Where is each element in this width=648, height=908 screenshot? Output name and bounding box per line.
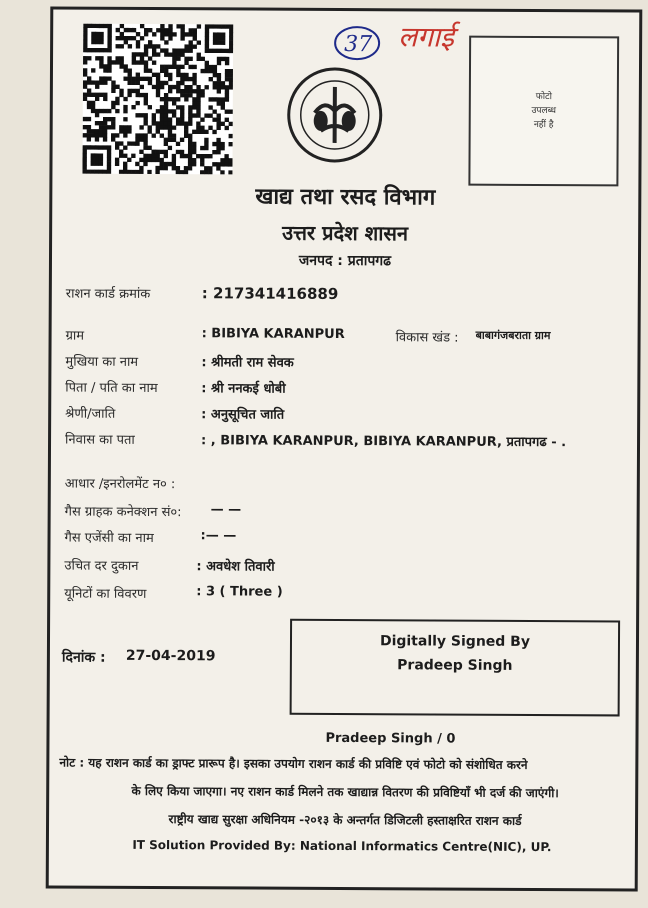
village-label: ग्राम: [65, 328, 85, 344]
block-label: विकास खंड :: [395, 330, 459, 346]
category-value: : अनुसूचित जाति: [201, 407, 285, 423]
gas-connection-label: गैस ग्राहक कनेक्शन सं०:: [64, 504, 182, 521]
photo-placeholder: [468, 36, 619, 187]
photo-text-3: नहीं है: [533, 119, 554, 131]
footer-credit: IT Solution Provided By: National Informatics Centre(NIC), UP.: [132, 837, 552, 855]
dealer-label: उचित दर दुकान: [64, 558, 139, 574]
ration-card-value: : 217341416889: [201, 284, 339, 303]
district-label: जनपद :: [298, 252, 343, 269]
units-label: यूनिटों का विवरण: [64, 586, 147, 602]
note-line-2: के लिए किया जाएगा। नए राशन कार्ड मिलने तक खाद्यान्न वितरण की प्रविष्टियाँ भी दर्ज की जाएंगी।: [131, 783, 559, 801]
ration-card-label: राशन कार्ड क्रमांक: [65, 286, 151, 302]
district-line: [52, 249, 638, 271]
qr-code: [82, 24, 233, 175]
note-line-3: राष्ट्रीय खाद्य सुरक्षा अधिनियम -२०१३ के अन्तर्गत डिजिटली हस्ताक्षरित राशन कार्ड: [168, 812, 522, 828]
handwritten-number-text: 37: [344, 31, 373, 58]
father-label: पिता / पति का नाम: [65, 380, 158, 397]
photo-text-2: उपलब्ध: [531, 105, 557, 117]
government-title: उत्तर प्रदेश शासन: [282, 220, 409, 246]
ration-card: [46, 6, 643, 891]
signature-line-2: Pradeep Singh: [397, 657, 513, 674]
head-value: : श्रीमती राम सेवक: [201, 355, 294, 371]
digital-signature-box: [290, 619, 620, 717]
aadhaar-label: आधार /इनरोलमेंट न० :: [64, 476, 176, 493]
address-label: निवास का पता: [65, 432, 135, 448]
signer-name: Pradeep Singh / 0: [325, 730, 456, 747]
department-title: खाद्य तथा रसद विभाग: [255, 184, 436, 211]
gas-agency-value: :— —: [200, 528, 237, 544]
handwritten-word: लगाई: [398, 20, 454, 54]
gas-agency-label: गैस एजेंसी का नाम: [64, 530, 154, 547]
category-label: श्रेणी/जाति: [65, 406, 116, 422]
district-value: प्रतापगढ: [347, 253, 392, 270]
address-value: : , BIBIYA KARANPUR, BIBIYA KARANPUR, प्रतापगढ - .: [201, 433, 567, 451]
signature-line-1: Digitally Signed By: [379, 633, 531, 650]
photo-text-1: फोटो: [535, 91, 552, 103]
units-value: : 3 ( Three ): [196, 584, 283, 600]
handwritten-number: [333, 21, 383, 61]
date-value: 27-04-2019: [125, 647, 216, 665]
block-value: बाबागंजबराता ग्राम: [475, 328, 551, 343]
dealer-value: : अवधेश तिवारी: [196, 559, 275, 575]
village-value: : BIBIYA KARANPUR: [201, 326, 345, 343]
head-label: मुखिया का नाम: [65, 354, 139, 370]
date-label: दिनांक :: [61, 649, 106, 666]
note-line-1: नोट : यह राशन कार्ड का ड्राफ्ट प्रारूप है। इसका उपयोग राशन कार्ड की प्रविष्टि एवं फोटो को संशोधित करने: [59, 755, 528, 772]
father-value: : श्री ननकई धोबी: [201, 381, 286, 397]
state-emblem: [284, 65, 385, 166]
gas-connection-value: — —: [210, 502, 242, 518]
